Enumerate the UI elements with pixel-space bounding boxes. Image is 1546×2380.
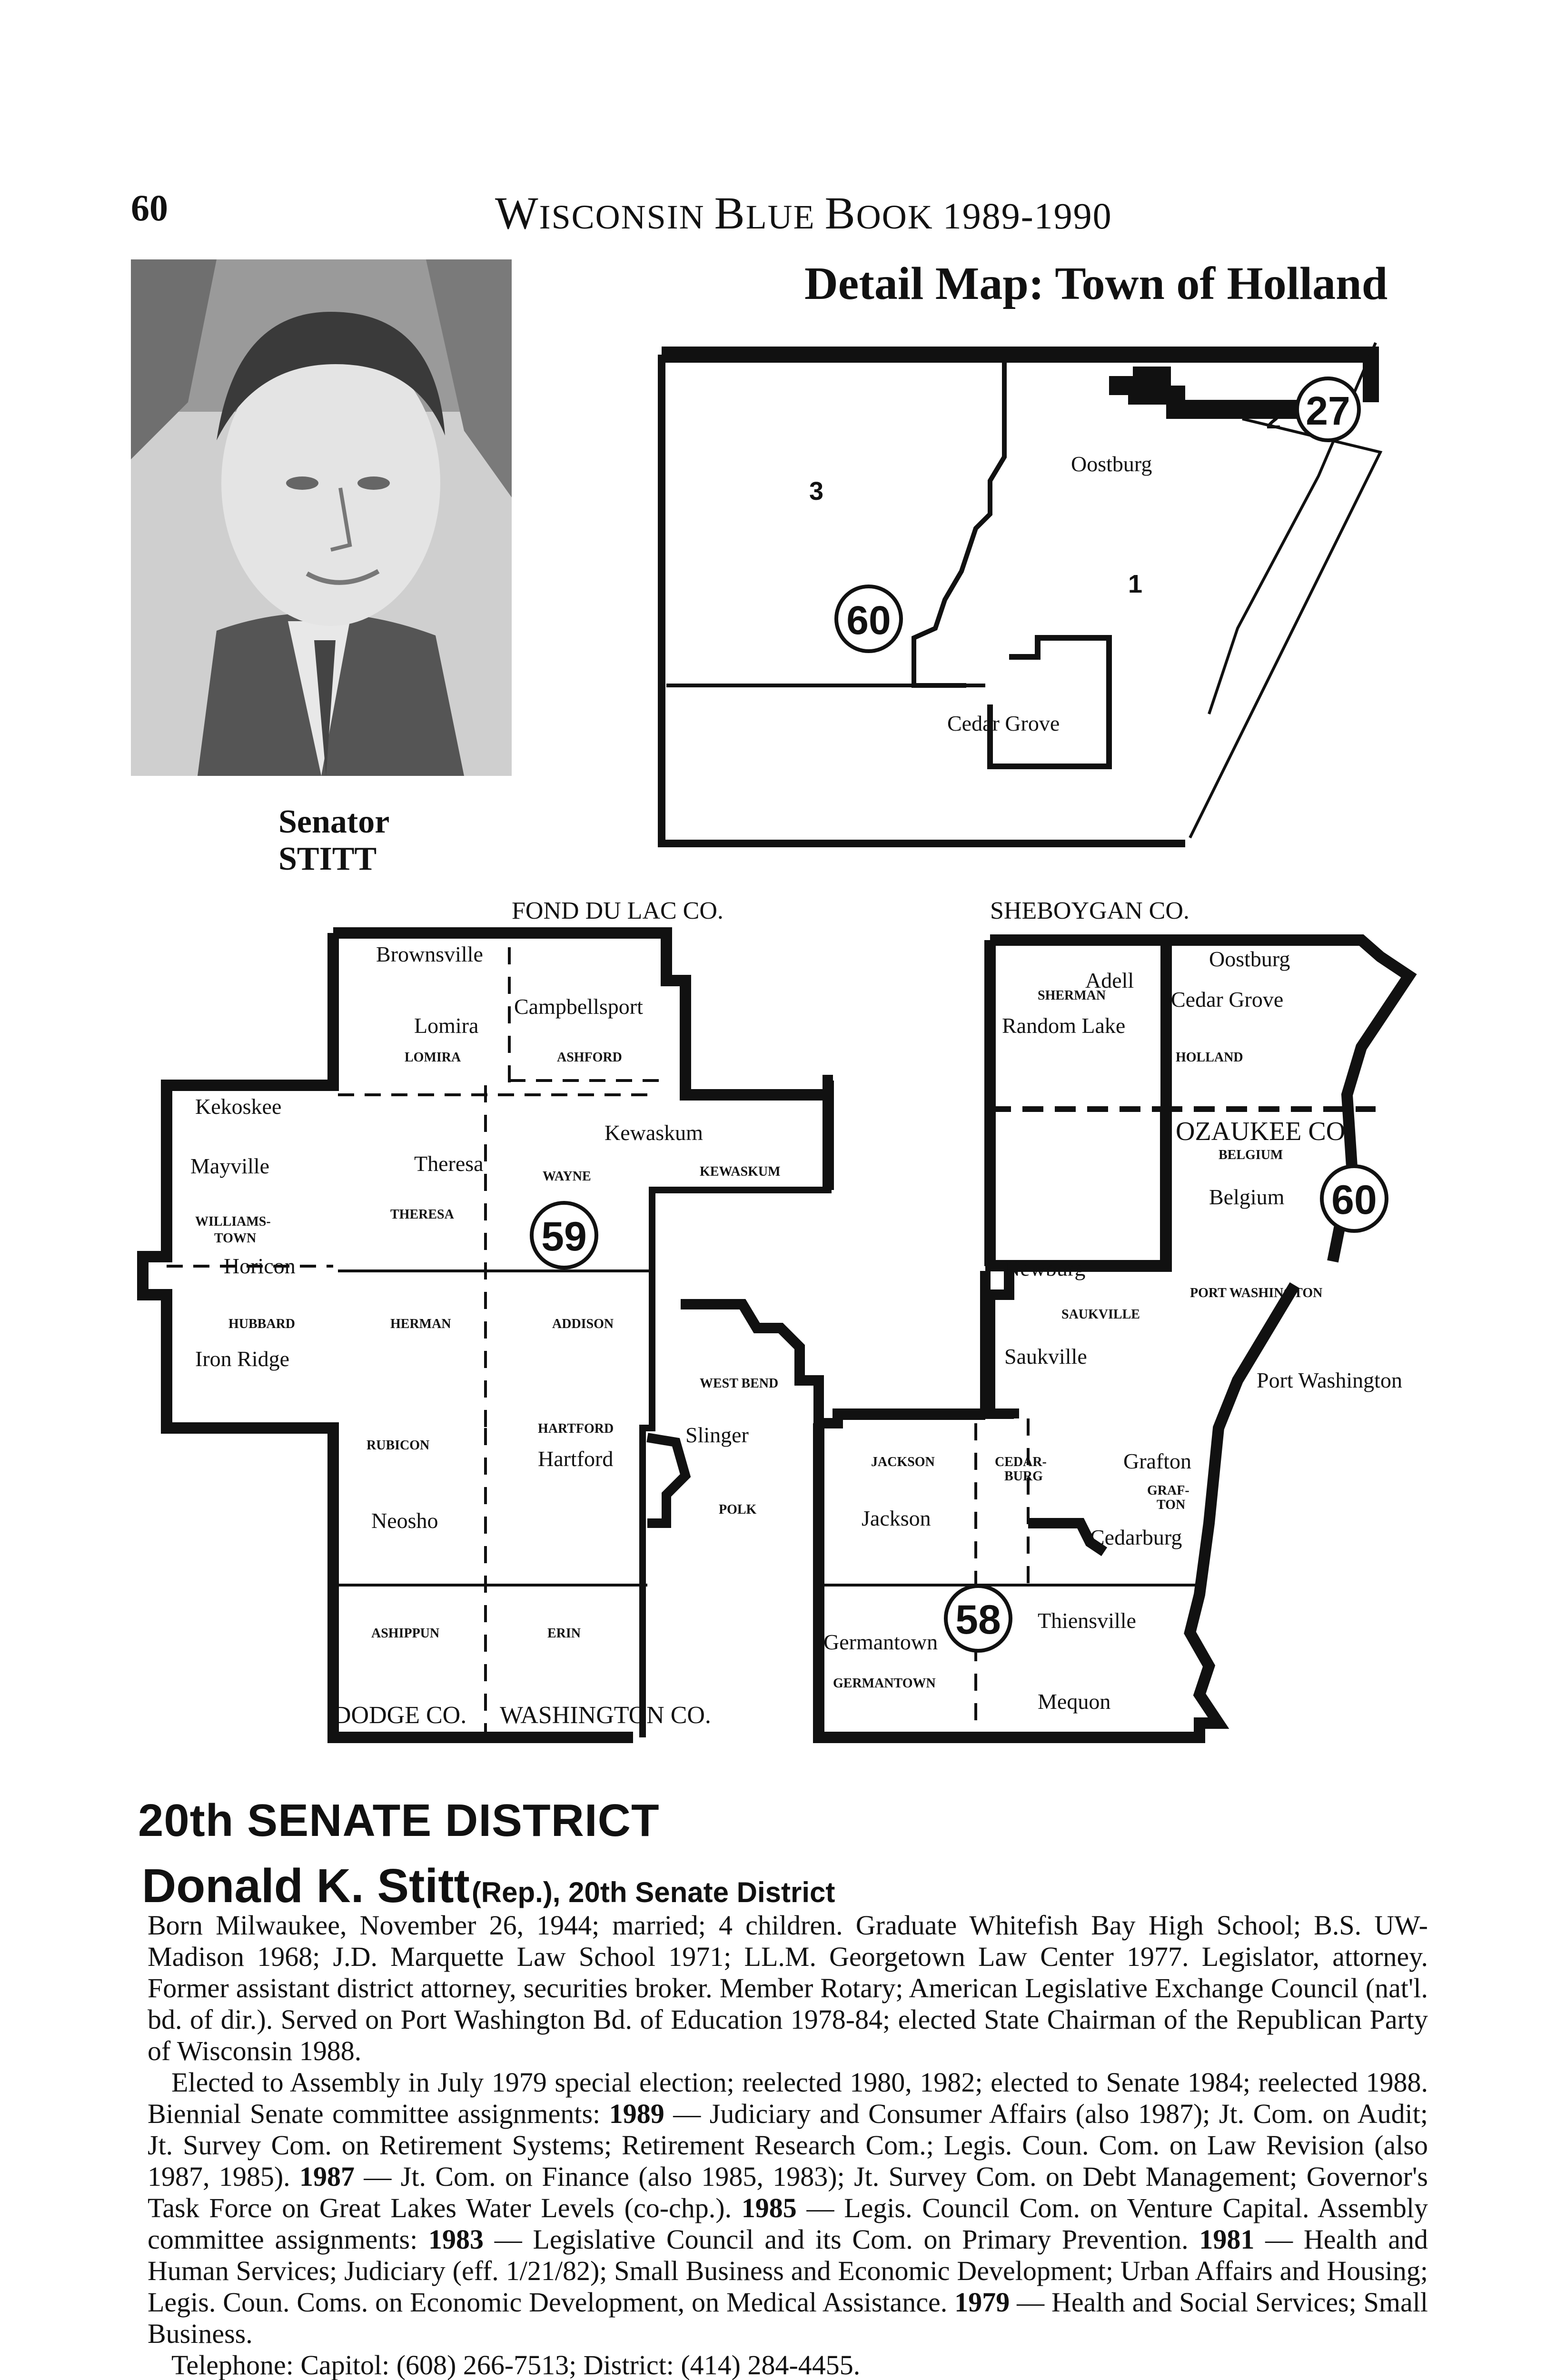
town-ashippun: ASHIPPUN	[371, 1626, 440, 1641]
place-horicon: Horicon	[224, 1254, 296, 1278]
town-port-washington: PORT WASHINGTON	[1190, 1286, 1323, 1300]
biography	[148, 1910, 1428, 2380]
circle-58: 58	[955, 1597, 1001, 1643]
town-hartford: HARTFORD	[538, 1421, 614, 1436]
section-heading: 20th SENATE DISTRICT	[138, 1795, 660, 1846]
detail-circle-27: 27	[1306, 388, 1350, 433]
town-cedarburg-2: BURG	[1004, 1469, 1043, 1484]
place-oostburg: Oostburg	[1209, 947, 1290, 971]
town-polk: POLK	[719, 1502, 757, 1517]
place-mequon: Mequon	[1038, 1689, 1111, 1714]
county-washington: WASHINGTON CO.	[500, 1702, 711, 1729]
town-west-bend: WEST BEND	[700, 1376, 779, 1391]
town-lomira: LOMIRA	[405, 1050, 461, 1065]
town-belgium: BELGIUM	[1219, 1148, 1283, 1162]
county-dodge: DODGE CO.	[333, 1702, 467, 1729]
town-jackson: JACKSON	[871, 1455, 935, 1469]
detail-map-title: Detail Map: Town of Holland	[804, 258, 1388, 309]
town-williamstown-1: WILLIAMS-	[195, 1214, 271, 1229]
place-germantown: Germantown	[823, 1630, 938, 1654]
running-header: WISCONSIN BLUE BOOK 1989-1990	[495, 188, 1112, 238]
town-grafton-1: GRAF-	[1147, 1483, 1189, 1498]
place-mayville: Mayville	[190, 1154, 270, 1178]
senator-name: Donald K. Stitt	[142, 1859, 470, 1913]
town-cedarburg-1: CEDAR-	[995, 1455, 1047, 1469]
detail-map	[662, 343, 1380, 843]
place-belgium: Belgium	[1209, 1185, 1285, 1209]
detail-circle-60: 60	[846, 598, 891, 643]
page-number: 60	[131, 187, 168, 228]
place-brownsville: Brownsville	[376, 942, 483, 966]
detail-district-1: 1	[1128, 570, 1143, 598]
town-williamstown-2: TOWN	[214, 1231, 257, 1246]
place-grafton: Grafton	[1123, 1449, 1192, 1473]
senator-party: (Rep.), 20th Senate District	[471, 1876, 835, 1908]
detail-district-2: 2	[1266, 404, 1281, 434]
place-cedar-grove: Cedar Grove	[1171, 987, 1284, 1012]
caption-senator: Senator	[278, 803, 390, 840]
circle-59: 59	[541, 1214, 587, 1259]
place-port-washington: Port Washington	[1257, 1368, 1402, 1392]
place-lomira: Lomira	[414, 1013, 479, 1038]
bio-telephone: Telephone: Capitol: (608) 266-7513; District: (414) 284-4455.	[171, 2350, 861, 2380]
caption-name: STITT	[278, 841, 377, 877]
town-sherman: SHERMAN	[1038, 988, 1106, 1003]
place-theresa: Theresa	[414, 1151, 484, 1176]
place-kewaskum: Kewaskum	[605, 1121, 703, 1145]
place-neosho: Neosho	[371, 1508, 438, 1533]
town-erin: ERIN	[547, 1626, 581, 1641]
town-herman: HERMAN	[390, 1317, 451, 1331]
place-jackson: Jackson	[862, 1506, 931, 1530]
place-saukville: Saukville	[1004, 1344, 1087, 1368]
town-ashford: ASHFORD	[557, 1050, 622, 1065]
town-holland: HOLLAND	[1176, 1050, 1243, 1065]
place-kekoskee: Kekoskee	[195, 1094, 282, 1119]
place-thiensville: Thiensville	[1038, 1608, 1136, 1633]
place-random-lake: Random Lake	[1002, 1013, 1126, 1038]
town-hubbard: HUBBARD	[228, 1317, 296, 1331]
town-wayne: WAYNE	[543, 1169, 591, 1184]
town-theresa: THERESA	[390, 1207, 454, 1222]
county-sheboygan: SHEBOYGAN CO.	[990, 897, 1189, 924]
detail-district-3: 3	[809, 477, 824, 506]
town-saukville: SAUKVILLE	[1061, 1307, 1140, 1322]
bio-paragraph-personal: Born Milwaukee, November 26, 1944; married; 4 children. Graduate Whitefish Bay High School; B.S. UW-Madison 1968; J.D. Marquette Law School 1971; LL.M. Georgetown Law Center 1977. Legislator, attorney. Former assistant district attorney, securities broker. Member Rotary; American Legislative Exchange Council (nat'l. bd. of dir.). Served on Port Washington Bd. of Education 1978-84; elected State Chairman of the Republican Party of Wisconsin 1988.	[148, 1910, 1428, 2066]
senator-name-line	[142, 1859, 835, 1914]
circle-60: 60	[1331, 1177, 1377, 1223]
place-slinger: Slinger	[685, 1423, 749, 1447]
place-cedarburg: Cedarburg	[1090, 1525, 1182, 1549]
detail-oostburg: Oostburg	[1071, 452, 1152, 476]
place-adell: Adell	[1085, 968, 1134, 992]
town-kewaskum: KEWASKUM	[700, 1164, 781, 1179]
place-iron-ridge: Iron Ridge	[195, 1347, 290, 1371]
county-ozaukee: OZAUKEE CO.	[1176, 1117, 1352, 1146]
detail-cedar-grove: Cedar Grove	[947, 711, 1060, 735]
place-hartford: Hartford	[538, 1447, 614, 1471]
bio-paragraph-career: Elected to Assembly in July 1979 special election; reelected 1980, 1982; elected to Senate 1984; reelected 1988. Biennial Senate committee assignments: 1989 — Judiciary and Consumer Affairs (also 1987); Jt. Com. on Audit; Jt. Survey Com. on Retirement Systems; Retirement Research Com.; Legis. Coun. Com. on Law Revision (also 1987, 1985). 1987 — Jt. Com. on Finance (also 1985, 1983); Jt. Survey Com. on Debt Management; Governor's Task Force on Great Lakes Water Levels (co-chp.). 1985 — Legis. Council Com. on Venture Capital. Assembly committee assignments: 1983 — Legislative Council and its Com. on Primary Prevention. 1981 — Health and Human Services; Judiciary (eff. 1/21/82); Small Business and Economic Development; Urban Affairs and Housing; Legis. Coun. Coms. on Economic Development, on Medical Assistance. 1979 — Health and Social Services; Small Business.	[148, 2067, 1428, 2349]
place-newburg: Newburg	[1004, 1256, 1086, 1280]
county-fond-du-lac: FOND DU LAC CO.	[512, 897, 723, 924]
town-grafton-2: TON	[1157, 1497, 1186, 1512]
town-germantown: GERMANTOWN	[833, 1676, 936, 1691]
town-rubicon: RUBICON	[367, 1438, 430, 1453]
senate-district-map	[143, 897, 1409, 1737]
town-addison: ADDISON	[552, 1317, 614, 1331]
place-campbellsport: Campbellsport	[514, 994, 643, 1019]
